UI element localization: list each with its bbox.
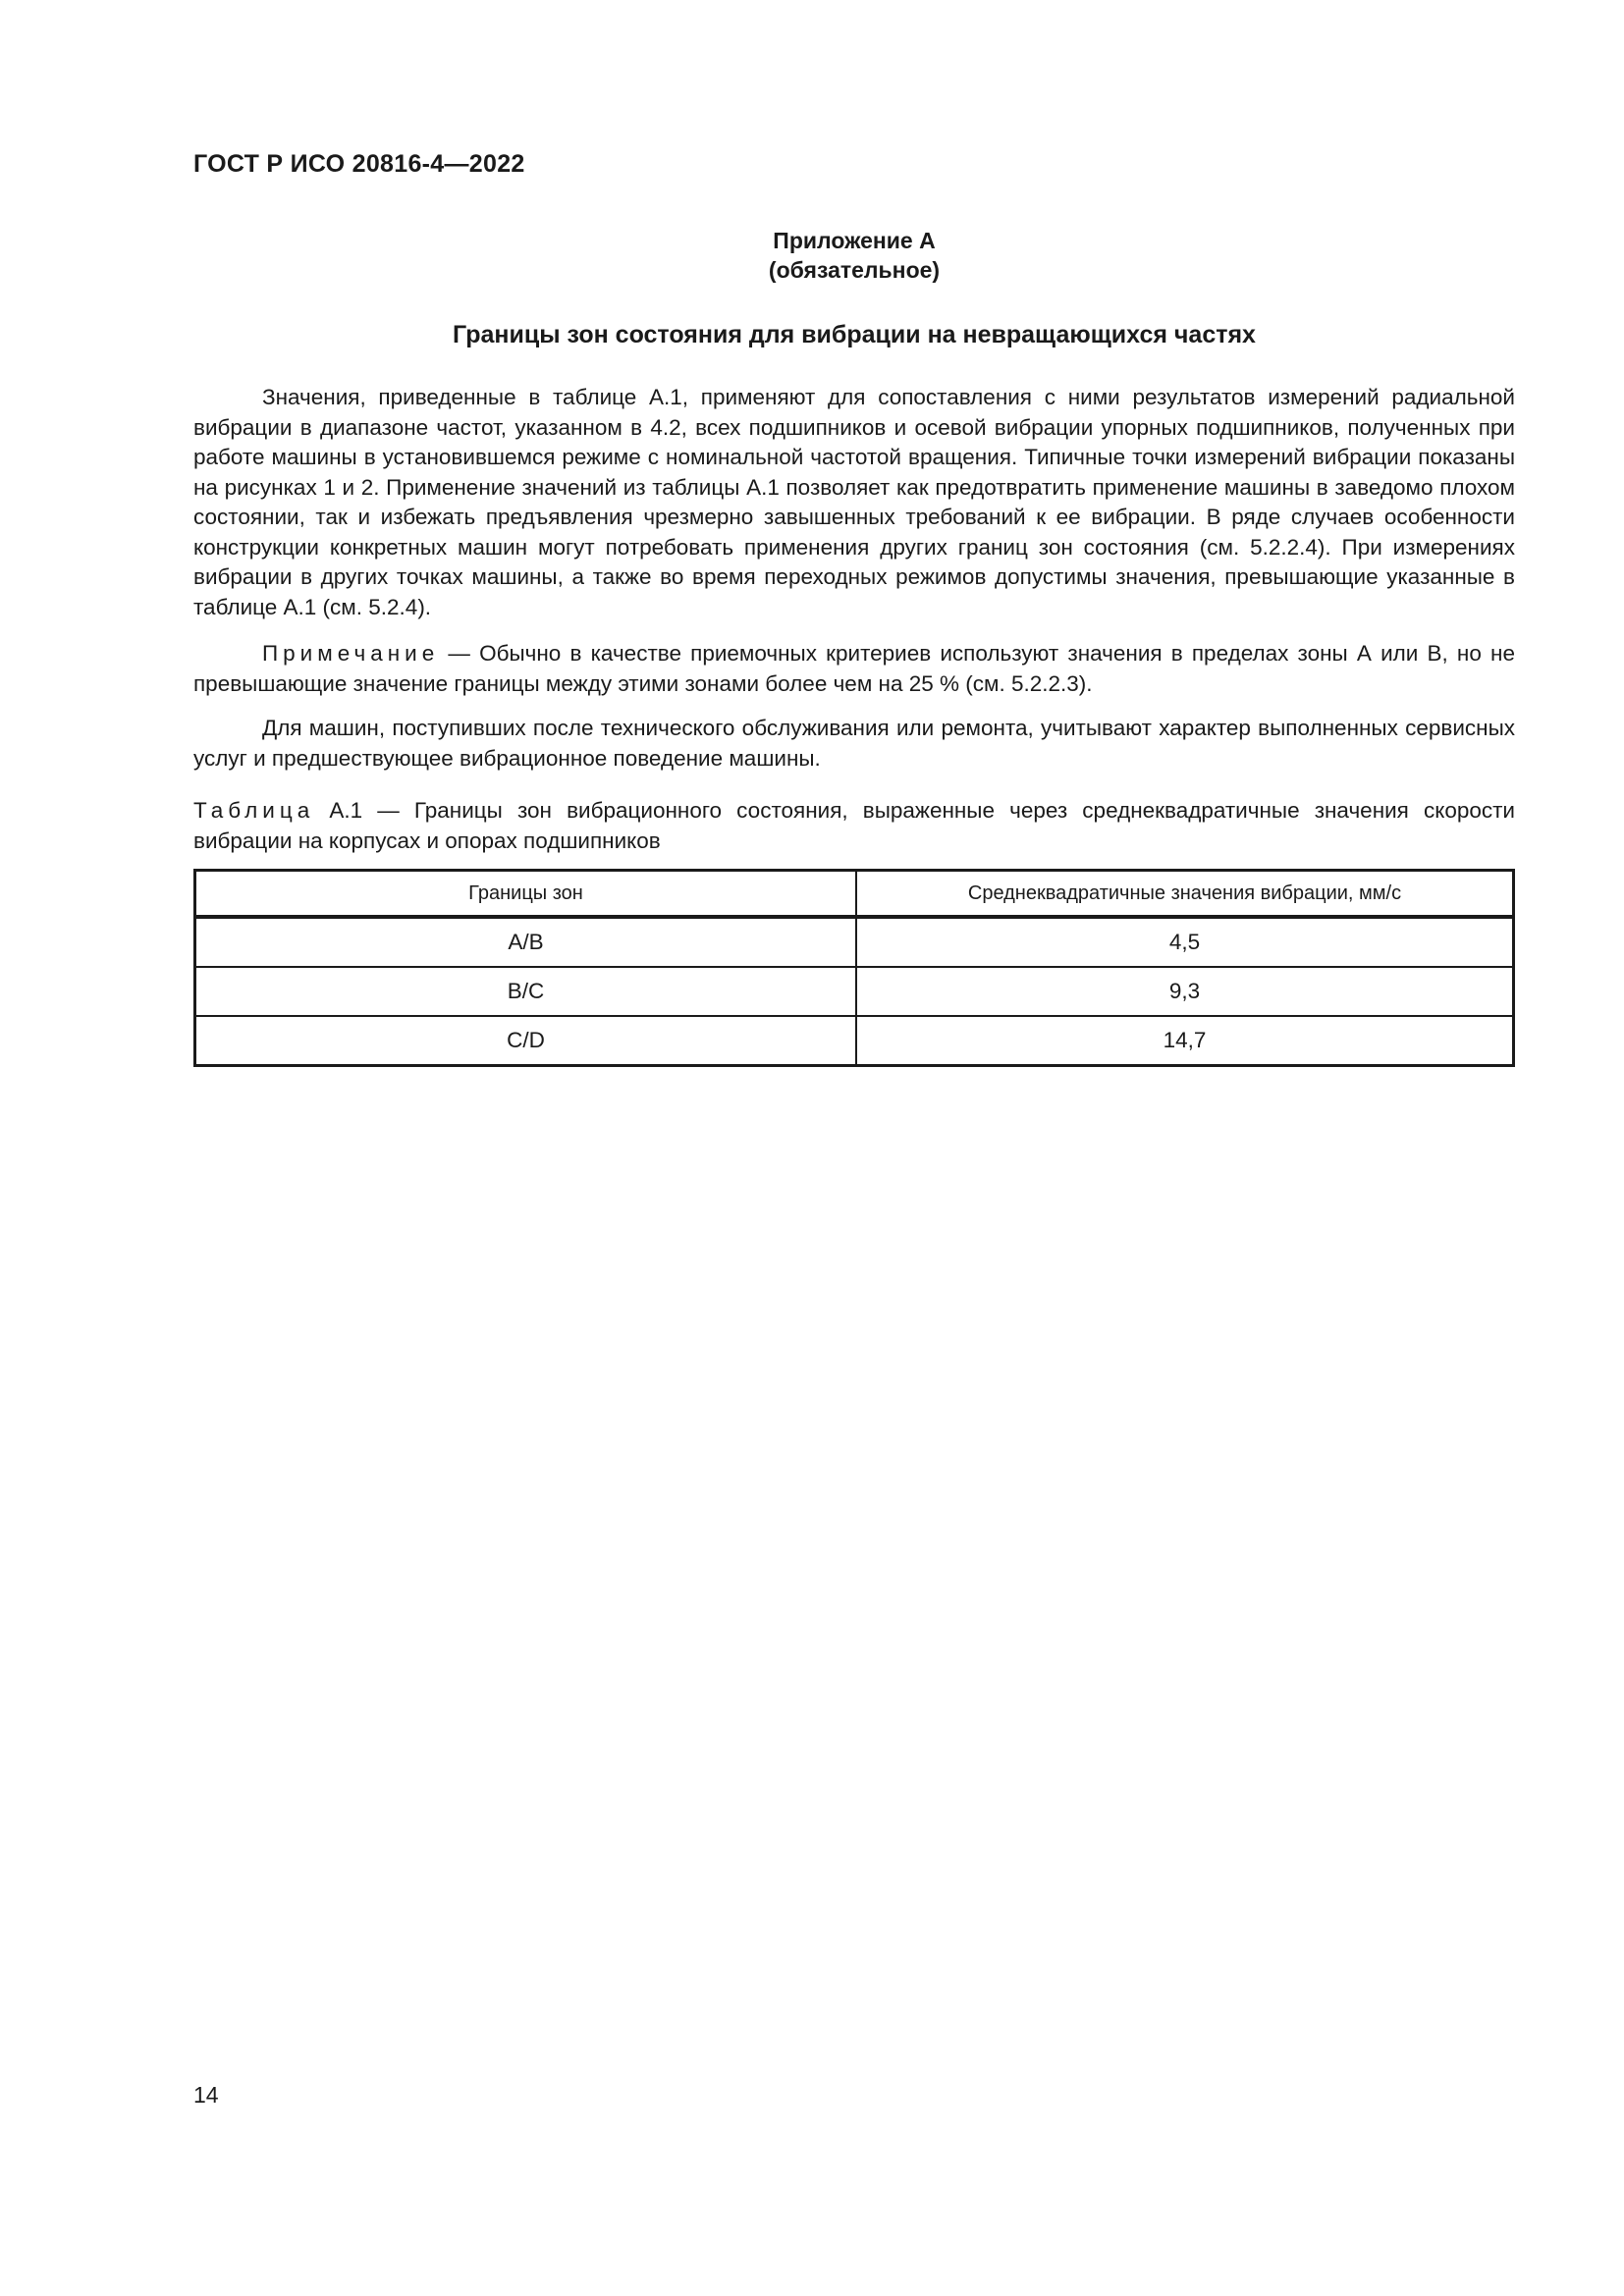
header-zone-boundaries: Границы зон [195, 871, 857, 918]
paragraph-maintenance: Для машин, поступивших после технического обслуживания или ремонта, учитывают характер выполненных сервисных услуг и предшествующее вибрационное поведение машины. [193, 716, 1515, 771]
header-rms-values: Среднеквадратичные значения вибрации, мм/с [856, 871, 1514, 918]
table-caption-lead: Таблица [193, 798, 315, 823]
zone-boundary-cell: А/В [195, 917, 857, 967]
section-heading: Границы зон состояния для вибрации на невращающихся частях [453, 321, 1256, 348]
note-paragraph [193, 639, 1515, 699]
zone-boundary-cell: С/D [195, 1016, 857, 1066]
vibration-zones-table [193, 869, 1515, 1067]
page-number: 14 [193, 2082, 219, 2108]
paragraph-intro: Значения, приведенные в таблице А.1, применяют для сопоставления с ними результатов измерений радиальной вибрации в диапазоне частот, указанном в 4.2, всех подшипников и осевой вибрации упорных подшипников, полученных при работе машины в установившемся режиме с номинальной частотой вращения. Типичные точки измерений вибрации показаны на рисунках 1 и 2. Применение значений из таблицы А.1 позволяет как предотвратить применение машины в заведомо плохом состоянии, так и избежать предъявления чрезмерно завышенных требований к ее вибрации. В ряде случаев особенности конструкции конкретных машин могут потребовать применения других границ зон состояния (см. 5.2.2.4). При измерениях вибрации в других точках машины, а также во время переходных режимов допустимы значения, превышающие указанные в таблице А.1 (см. 5.2.4). [193, 385, 1515, 619]
note-text: — Обычно в качестве приемочных критериев используют значения в пределах зоны А или В, но не превышающие значение границы между этими зонами более чем на 25 % (см. 5.2.2.3). [193, 641, 1515, 696]
table-row [195, 1016, 1514, 1066]
table-caption-text: А.1 — Границы зон вибрационного состояния, выраженные через среднеквадратичные значения скорости вибрации на корпусах и опорах подшипников [193, 798, 1515, 853]
rms-value-cell: 4,5 [856, 917, 1514, 967]
table-row [195, 917, 1514, 967]
annex-status: (обязательное) [768, 257, 941, 283]
table-row [195, 967, 1514, 1016]
rms-value-cell: 14,7 [856, 1016, 1514, 1066]
rms-value-cell: 9,3 [856, 967, 1514, 1016]
note-lead: Примечание [262, 641, 440, 666]
annex-title: Приложение А [773, 228, 936, 253]
table-caption [193, 796, 1515, 856]
document-code: ГОСТ Р ИСО 20816-4—2022 [193, 150, 525, 178]
table-header-row [195, 871, 1514, 918]
zone-boundary-cell: В/С [195, 967, 857, 1016]
